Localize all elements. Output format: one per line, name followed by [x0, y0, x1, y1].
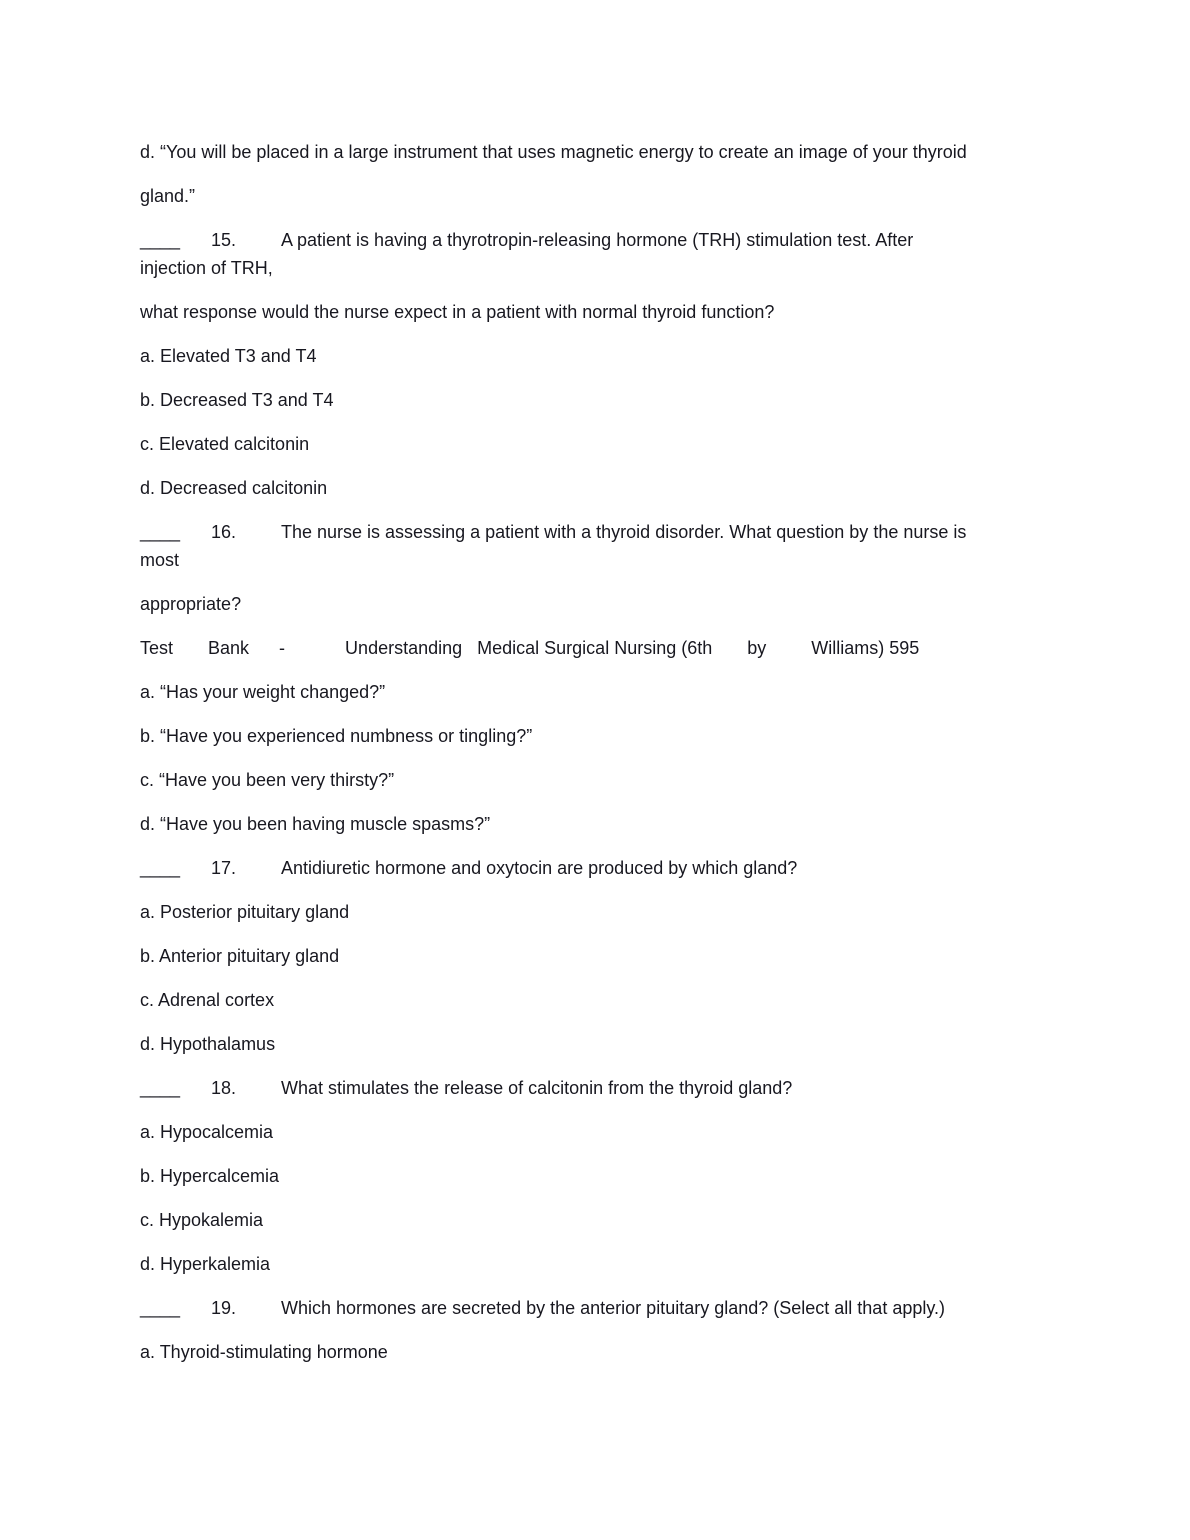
answer-blank: ____ [140, 858, 181, 878]
paragraph-line: d. “You will be placed in a large instrument that uses magnetic energy to create an image of your thyroid [140, 142, 967, 162]
answer-option: a. “Has your weight changed?” [140, 682, 386, 702]
answer-option: b. Decreased T3 and T4 [140, 390, 334, 410]
answer-option: a. Thyroid-stimulating hormone [140, 1342, 388, 1362]
question-line [140, 518, 1045, 546]
question-line [140, 854, 1045, 882]
question-line [140, 1074, 1045, 1102]
page-header-line: Test Bank - Understanding Medical Surgical Nursing (6th by Williams) 595 [140, 638, 920, 658]
paragraph-line: what response would the nurse expect in a patient with normal thyroid function? [140, 302, 775, 322]
question-number: 16. [211, 522, 237, 542]
answer-option: a. Posterior pituitary gland [140, 902, 350, 922]
question-text: What stimulates the release of calcitonin from the thyroid gland? [281, 1078, 793, 1098]
answer-option: b. Anterior pituitary gland [140, 946, 340, 966]
continuation-line: injection of TRH, [140, 258, 273, 278]
answer-blank: ____ [140, 1298, 181, 1318]
answer-option: d. “Have you been having muscle spasms?” [140, 814, 491, 834]
question-text: Which hormones are secreted by the anterior pituitary gland? (Select all that apply.) [281, 1298, 946, 1318]
answer-option: b. “Have you experienced numbness or tingling?” [140, 726, 533, 746]
question-line [140, 1294, 1045, 1322]
answer-option: a. Elevated T3 and T4 [140, 346, 317, 366]
answer-option: c. “Have you been very thirsty?” [140, 770, 395, 790]
document-body [140, 138, 1045, 1366]
question-number: 18. [211, 1078, 237, 1098]
continuation-line: most [140, 550, 180, 570]
answer-option: d. Hypothalamus [140, 1034, 276, 1054]
answer-option: c. Hypokalemia [140, 1210, 264, 1230]
question-number: 19. [211, 1298, 237, 1318]
question-text: A patient is having a thyrotropin-releasing hormone (TRH) stimulation test. After [281, 230, 914, 250]
question-number: 15. [211, 230, 237, 250]
answer-option: d. Decreased calcitonin [140, 478, 328, 498]
answer-option: d. Hyperkalemia [140, 1254, 271, 1274]
answer-blank: ____ [140, 522, 181, 542]
answer-blank: ____ [140, 230, 181, 250]
question-line [140, 226, 1045, 254]
question-text: Antidiuretic hormone and oxytocin are produced by which gland? [281, 858, 798, 878]
question-text: The nurse is assessing a patient with a thyroid disorder. What question by the nurse is [281, 522, 967, 542]
paragraph-line: gland.” [140, 186, 196, 206]
question-number: 17. [211, 858, 237, 878]
answer-option: c. Adrenal cortex [140, 990, 275, 1010]
paragraph-line: appropriate? [140, 594, 242, 614]
answer-option: a. Hypocalcemia [140, 1122, 274, 1142]
answer-blank: ____ [140, 1078, 181, 1098]
answer-option: c. Elevated calcitonin [140, 434, 310, 454]
answer-option: b. Hypercalcemia [140, 1166, 280, 1186]
